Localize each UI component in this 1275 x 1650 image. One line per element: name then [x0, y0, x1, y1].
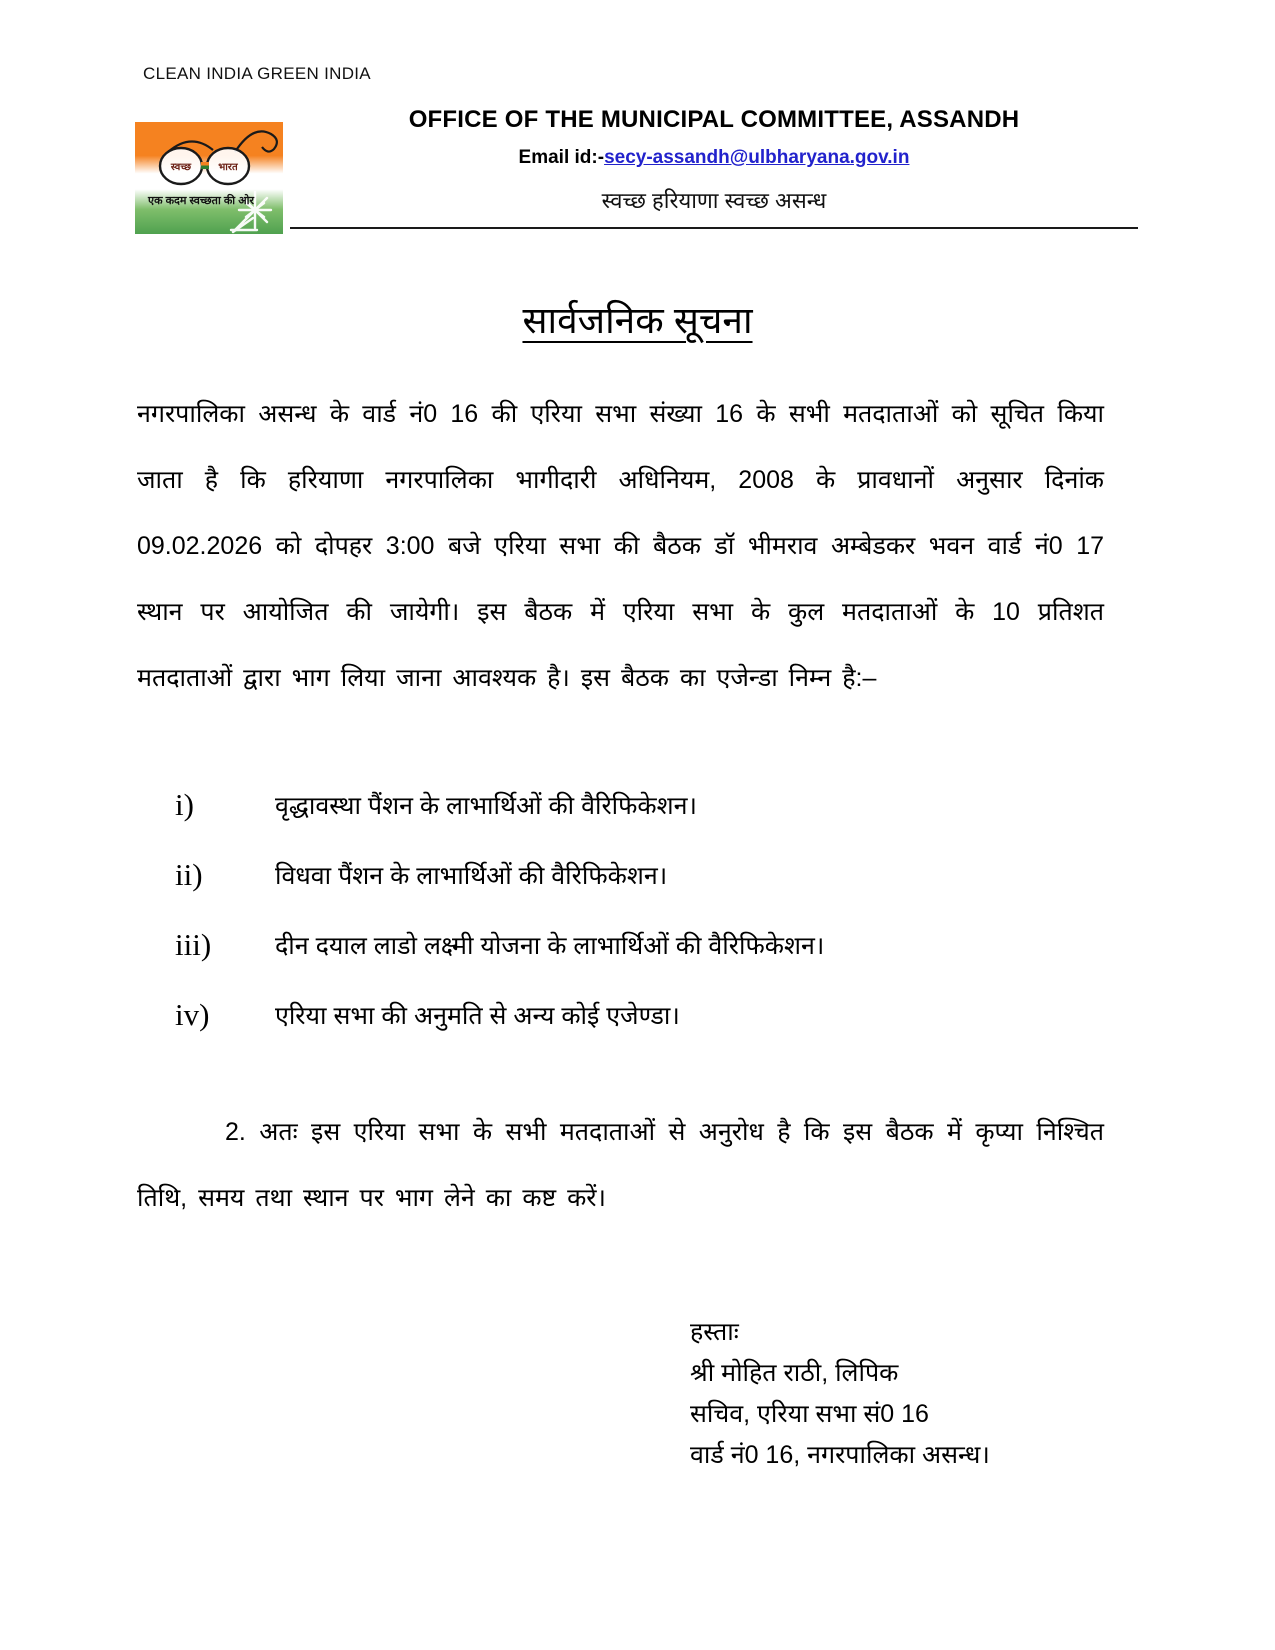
clean-india-banner: CLEAN INDIA GREEN INDIA: [143, 64, 371, 83]
logo-caption: एक कदम स्वच्छता की ओर: [148, 195, 254, 207]
agenda-item-2: [175, 840, 1115, 910]
agenda-item-4: [175, 980, 1115, 1050]
signature-line-1: हस्ताः: [690, 1318, 739, 1346]
email-label: Email id:-: [518, 147, 605, 168]
agenda-numeral-4: iv): [175, 997, 210, 1032]
agenda-numeral-2: ii): [175, 857, 203, 892]
signature-line-4: वार्ड नं0 16, नगरपालिका असन्ध।: [690, 1441, 990, 1469]
header-divider: [290, 227, 1138, 229]
swachh-bharat-logo-svg: [135, 122, 283, 234]
logo-lens-right-text: भारत: [218, 162, 238, 173]
swachh-bharat-logo: [135, 122, 283, 234]
signature-block: [690, 1312, 990, 1476]
agenda-numeral-1: i): [175, 787, 194, 822]
notice-title: सार्वजनिक सूचना: [522, 300, 753, 341]
agenda-text-1: वृद्धावस्था पैंशन के लाभार्थिओं की वैरिफिकेशन।: [275, 792, 697, 820]
office-title: OFFICE OF THE MUNICIPAL COMMITTEE, ASSANDH: [408, 106, 1020, 133]
agenda-text-4: एरिया सभा की अनुमति से अन्य कोई एजेण्डा।: [275, 1002, 680, 1030]
header-tagline-hindi: स्वच्छ हरियाणा स्वच्छ असन्ध: [601, 188, 827, 213]
email-link[interactable]: secy-assandh@ulbharyana.gov.in: [604, 147, 910, 168]
agenda-list: [175, 770, 1115, 1050]
agenda-item-3: [175, 910, 1115, 980]
notice-paragraph-2: 2. अतः इस एरिया सभा के सभी मतदाताओं से अनुरोध है कि इस बैठक में कृप्या निश्चित तिथि, समय तथा स्थान पर भाग लेने का कष्ट करें।: [137, 1118, 1104, 1212]
agenda-item-1: [175, 770, 1115, 840]
agenda-numeral-3: iii): [175, 927, 212, 962]
notice-paragraph-1: नगरपालिका असन्ध के वार्ड नं0 16 की एरिया सभा संख्या 16 के सभी मतदाताओं को सूचित किया जाता है कि हरियाणा नगरपालिका भागीदारी अधिनियम, 2008 के प्रावधानों अनुसार दिनांक 09.02.2026 को दोपहर 3:00 बजे एरिया सभा की बैठक डॉ भीमराव अम्बेडकर भवन वार्ड नं0 17 स्थान पर आयोजित की जायेगी। इस बैठक में एरिया सभा के कुल मतदाताओं के 10 प्रतिशत मतदाताओं द्वारा भाग लिया जाना आवश्यक है। इस बैठक का एजेन्डा निम्न है:–: [137, 400, 1104, 692]
signature-line-3: सचिव, एरिया सभा सं0 16: [690, 1400, 929, 1428]
email-line: [290, 147, 1138, 169]
agenda-text-3: दीन दयाल लाडो लक्ष्मी योजना के लाभार्थिओं की वैरिफिकेशन।: [275, 932, 825, 960]
signature-line-2: श्री मोहित राठी, लिपिक: [690, 1359, 899, 1387]
logo-lens-left-text: स्वच्छ: [170, 162, 192, 173]
agenda-text-2: विधवा पैंशन के लाभार्थिओं की वैरिफिकेशन।: [275, 862, 668, 890]
